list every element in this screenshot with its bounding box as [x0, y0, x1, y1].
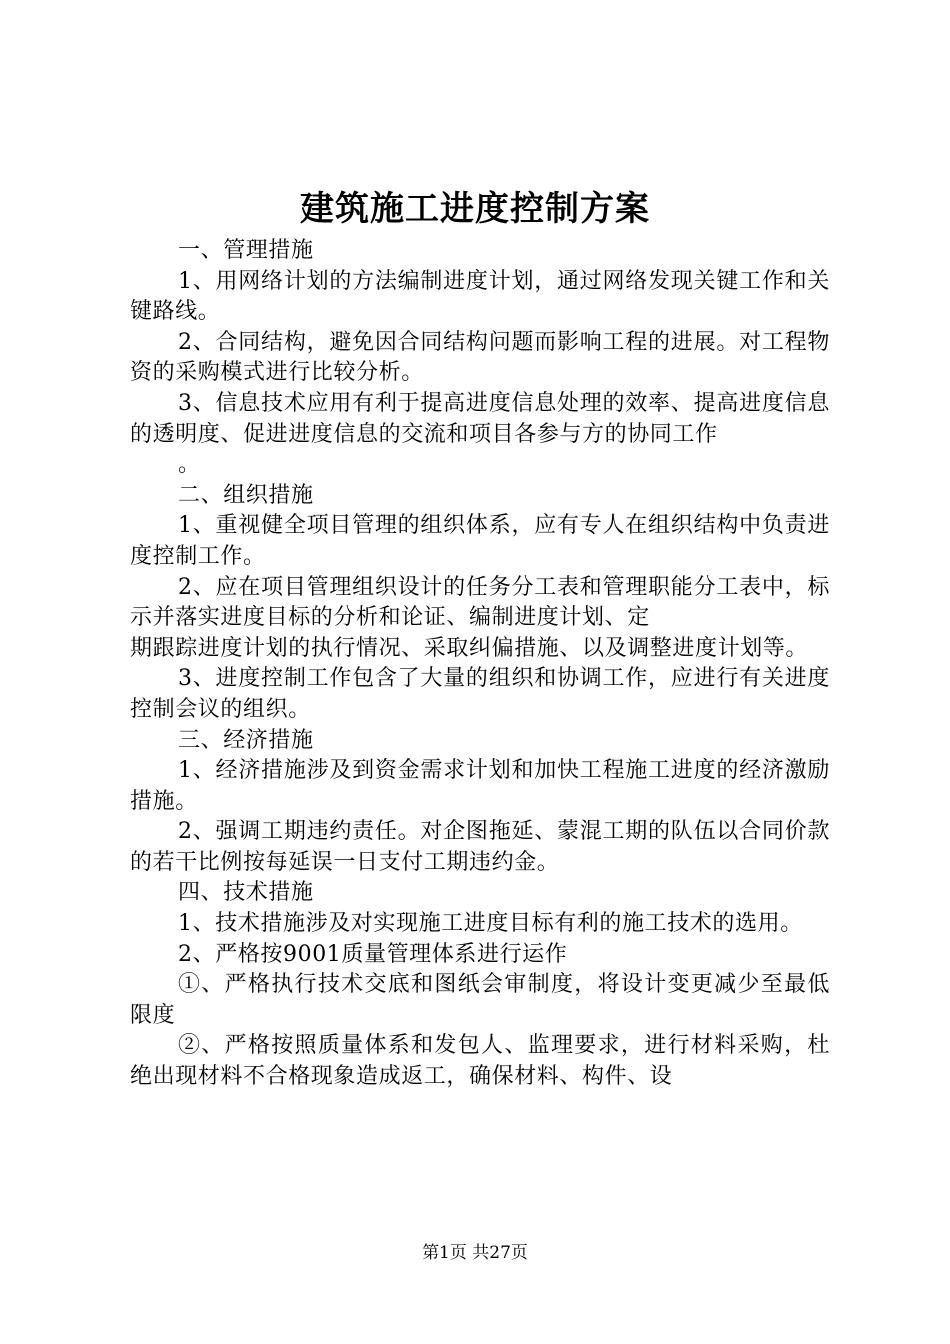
paragraph: 1、经济措施涉及到资金需求计划和加快工程施工进度的经济激励措施。: [130, 758, 830, 814]
paragraph: 期跟踪进度计划的执行情况、采取纠偏措施、以及调整进度计划等。: [130, 635, 809, 661]
paragraph: 2、强调工期违约责任。对企图拖延、蒙混工期的队伍以合同价款的若干比例按每延误一日支付工期违约金。: [130, 819, 830, 875]
page-number-footer: 第1页 共27页: [422, 1243, 528, 1263]
paragraph: 2、合同结构，避免因合同结构问题而影响工程的进展。对工程物资的采购模式进行比较分析。: [130, 329, 830, 386]
paragraph: 1、重视健全项目管理的组织体系，应有专人在组织结构中负责进度控制工作。: [130, 513, 830, 569]
paragraph: 。: [178, 452, 201, 478]
paragraph: 3、进度控制工作包含了大量的组织和协调工作，应进行有关进度控制会议的组织。: [130, 666, 830, 722]
paragraph: ②、严格按照质量体系和发包人、监理要求，进行材料采购，杜绝出现材料不合格现象造成返工，确保材料、构件、设: [130, 1033, 830, 1090]
document-body: [130, 236, 830, 1093]
paragraph: 3、信息技术应用有利于提高进度信息处理的效率、提高进度信息的透明度、促进进度信息的交流和项目各参与方的协同工作: [130, 390, 830, 447]
section-heading-economic: 三、经济措施: [178, 727, 314, 753]
document-title: 建筑施工进度控制方案: [300, 189, 650, 229]
paragraph: 1、技术措施涉及对实现施工进度目标有利的施工技术的选用。: [178, 911, 803, 937]
paragraph: 2、严格按9001质量管理体系进行运作: [178, 941, 568, 967]
section-heading-organization: 二、组织措施: [178, 482, 314, 508]
section-heading-technical: 四、技术措施: [178, 880, 314, 906]
paragraph: 2、应在项目管理组织设计的任务分工表和管理职能分工表中，标示并落实进度目标的分析和论证、编制进度计划、定: [130, 574, 830, 631]
paragraph: 1、用网络计划的方法编制进度计划，通过网络发现关键工作和关键路线。: [130, 268, 830, 325]
paragraph: ①、严格执行技术交底和图纸会审制度，将设计变更减少至最低限度: [130, 972, 830, 1028]
section-heading-management: 一、管理措施: [178, 238, 314, 263]
